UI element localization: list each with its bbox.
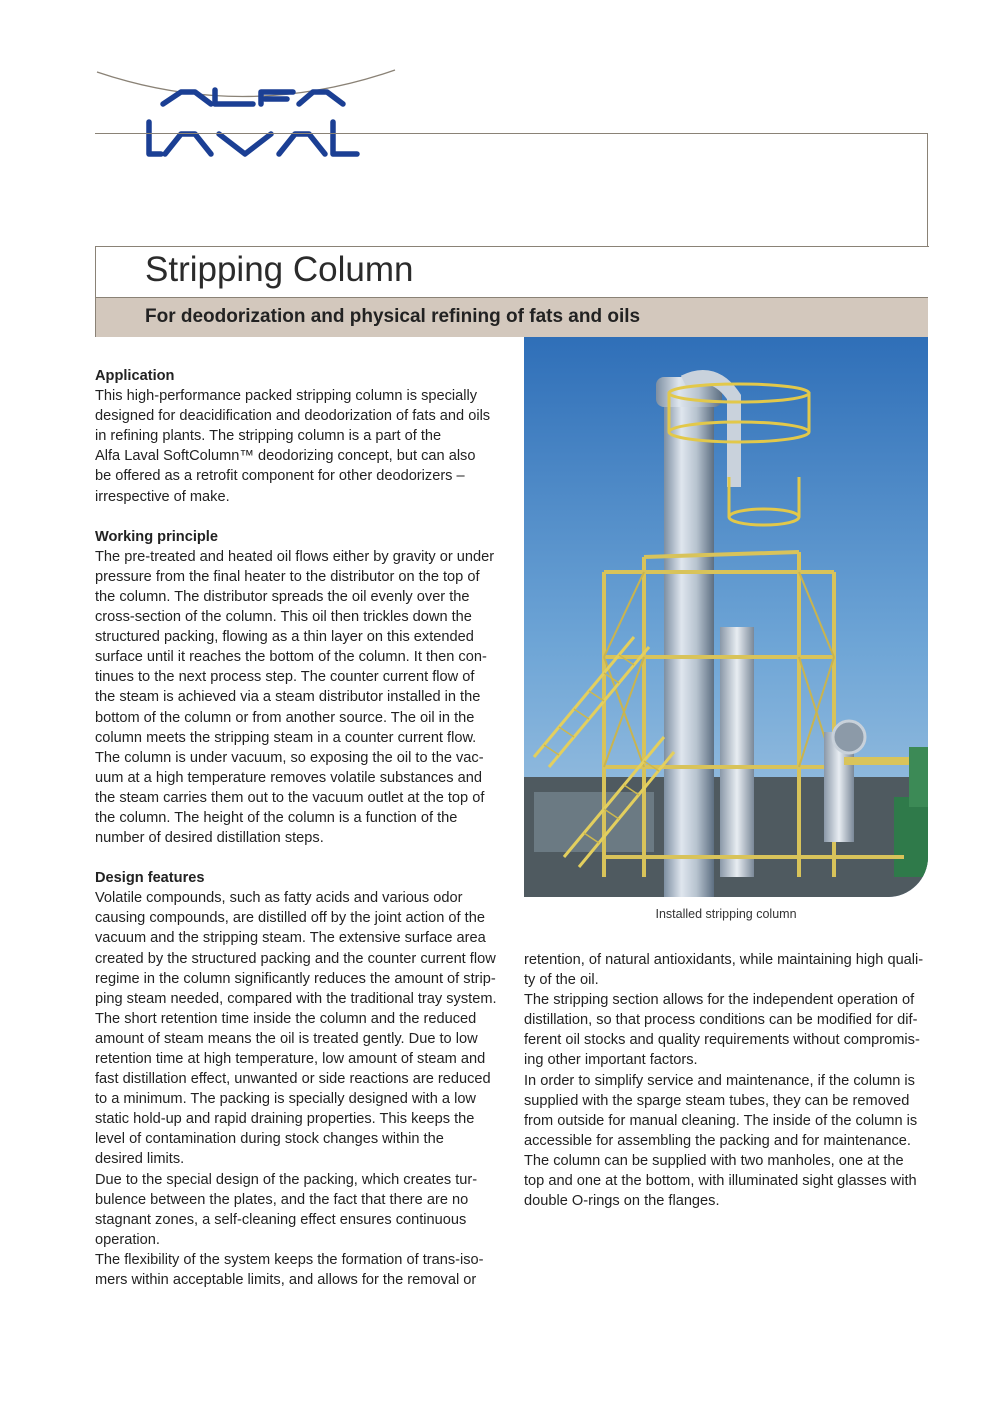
right-line: ferent oil stocks and quality requirements without compromis- bbox=[524, 1032, 920, 1049]
working-line: The column is under vacuum, so exposing the oil to the vac- bbox=[95, 749, 484, 766]
subtitle-bar bbox=[96, 297, 928, 337]
working-line: pressure from the final heater to the distributor on the top of bbox=[95, 568, 480, 585]
right-line: supplied with the sparge steam tubes, they can be removed bbox=[524, 1092, 910, 1109]
working-line: tinues to the next process step. The counter current flow of bbox=[95, 669, 475, 686]
working-line: column meets the stripping steam in a counter current flow. bbox=[95, 729, 477, 746]
right-line: The column can be supplied with two manholes, one at the bbox=[524, 1152, 904, 1169]
design-line: The short retention time inside the column and the reduced bbox=[95, 1010, 477, 1027]
working-line: the column. The distributor spreads the oil evenly over the bbox=[95, 588, 470, 605]
application-line: irrespective of make. bbox=[95, 488, 230, 505]
design-line: vacuum and the stripping steam. The extensive surface area bbox=[95, 930, 486, 947]
right-line: top and one at the bottom, with illuminated sight glasses with bbox=[524, 1173, 917, 1190]
working-line: the steam is achieved via a steam distributor installed in the bbox=[95, 689, 481, 706]
working-line: uum at a high temperature removes volatile substances and bbox=[95, 769, 482, 786]
design-line: level of contamination during stock changes within the bbox=[95, 1131, 444, 1148]
application-line: designed for deacidification and deodorization of fats and oils bbox=[95, 408, 491, 425]
photo-caption: Installed stripping column bbox=[655, 907, 797, 921]
design-line: created by the structured packing and the counter current flow bbox=[95, 950, 496, 967]
design-line: Volatile compounds, such as fatty acids and various odor bbox=[95, 890, 463, 907]
working-line: The pre-treated and heated oil flows either by gravity or under bbox=[95, 548, 495, 565]
left-column bbox=[95, 366, 505, 1290]
right-line: The stripping section allows for the independent operation of bbox=[524, 992, 915, 1009]
design-line: Due to the special design of the packing, which creates tur- bbox=[95, 1171, 478, 1188]
right-line: distillation, so that process conditions can be modified for dif- bbox=[524, 1012, 918, 1029]
working-line: cross-section of the column. This oil then trickles down the bbox=[95, 609, 472, 626]
top-rule bbox=[95, 133, 928, 134]
design-line: amount of steam means the oil is treated gently. Due to low bbox=[95, 1030, 478, 1047]
design-line: stagnant zones, a self-cleaning effect ensures continuous bbox=[95, 1211, 467, 1228]
working-line: surface until it reaches the bottom of the column. It then con- bbox=[95, 649, 487, 666]
right-line: double O-rings on the flanges. bbox=[524, 1193, 720, 1210]
section-heading-design: Design features bbox=[95, 870, 205, 887]
right-line: In order to simplify service and maintenance, if the column is bbox=[524, 1072, 915, 1089]
application-line: Alfa Laval SoftColumn™ deodorizing concept, but can also bbox=[95, 448, 476, 465]
design-line: ping steam needed, compared with the traditional tray system. bbox=[95, 990, 497, 1007]
design-line: retention time at high temperature, low amount of steam and bbox=[95, 1051, 486, 1067]
stripping-column-photo bbox=[524, 337, 928, 897]
working-line: bottom of the column or from another source. The oil in the bbox=[95, 709, 475, 726]
design-line: mers within acceptable limits, and allows for the removal or bbox=[95, 1272, 477, 1289]
right-line: ing other important factors. bbox=[524, 1052, 698, 1069]
right-line: from outside for manual cleaning. The inside of the column is bbox=[524, 1112, 918, 1129]
design-line: regime in the column significantly reduces the amount of strip- bbox=[95, 970, 496, 987]
design-line: desired limits. bbox=[95, 1151, 185, 1168]
design-line: fast distillation effect, unwanted or side reactions are reduced bbox=[95, 1071, 491, 1088]
design-line: static hold-up and rapid draining properties. This keeps the bbox=[95, 1111, 475, 1128]
right-line: retention, of natural antioxidants, while maintaining high quali- bbox=[524, 952, 924, 968]
right-line: accessible for assembling the packing and for maintenance. bbox=[524, 1132, 911, 1149]
page-subtitle: For deodorization and physical refining of fats and oils bbox=[145, 306, 641, 327]
design-line: to a minimum. The packing is specially designed with a low bbox=[95, 1091, 476, 1108]
application-line: in refining plants. The stripping column is a part of the bbox=[95, 428, 442, 445]
alfa-laval-logo bbox=[95, 62, 400, 172]
page-title: Stripping Column bbox=[145, 250, 414, 289]
application-line: be offered as a retrofit component for other deodorizers – bbox=[95, 468, 465, 485]
design-line: The flexibility of the system keeps the formation of trans-iso- bbox=[95, 1251, 484, 1268]
right-column bbox=[524, 950, 934, 1211]
design-line: causing compounds, are distilled off by the joint action of the bbox=[95, 910, 485, 927]
right-line: ty of the oil. bbox=[524, 972, 599, 989]
section-heading-working: Working principle bbox=[95, 528, 218, 545]
working-line: the steam carries them out to the vacuum outlet at the top of bbox=[95, 789, 485, 806]
design-line: operation. bbox=[95, 1231, 160, 1248]
working-line: structured packing, flowing as a thin layer on this extended bbox=[95, 629, 474, 646]
working-line: the column. The height of the column is a function of the bbox=[95, 809, 458, 826]
design-line: bulence between the plates, and the fact that there are no bbox=[95, 1191, 469, 1208]
right-rule bbox=[927, 133, 928, 246]
application-line: This high-performance packed stripping column is specially bbox=[95, 388, 478, 405]
working-line: number of desired distillation steps. bbox=[95, 830, 324, 847]
section-heading-application: Application bbox=[95, 368, 175, 384]
